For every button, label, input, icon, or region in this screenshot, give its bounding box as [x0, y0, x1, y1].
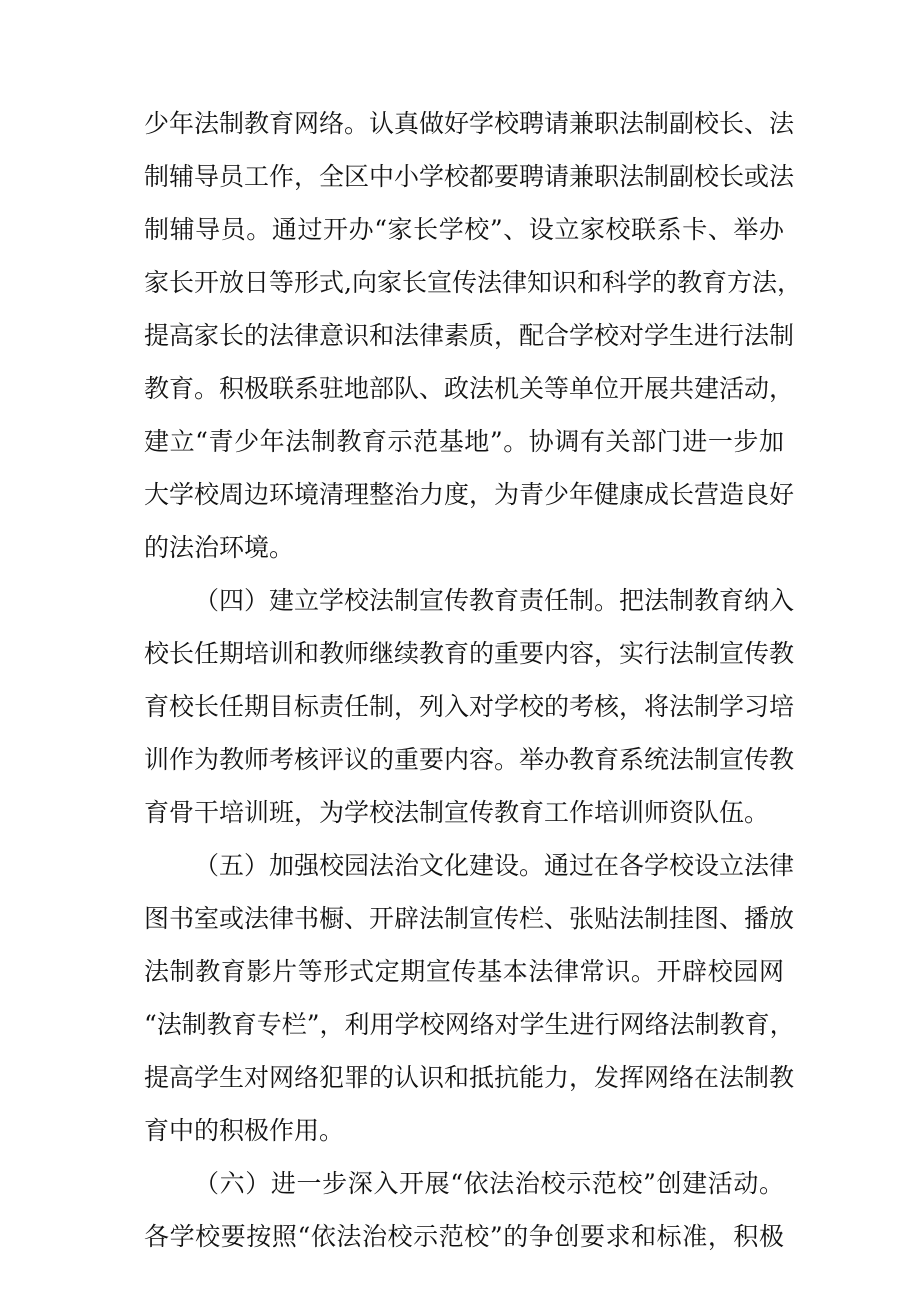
text-line: 育中的积极作用。 — [144, 1116, 345, 1145]
text-line: 校长任期培训和教师继续教育的重要内容，实行法制宣传教 — [144, 639, 795, 668]
text-line: 提高学生对网络犯罪的认识和抵抗能力，发挥网络在法制教 — [144, 1063, 795, 1092]
section-heading-line: （四）建立学校法制宣传教育责任制。把法制教育纳入 — [194, 586, 795, 615]
text-line: 训作为教师考核评议的重要内容。举办教育系统法制宣传教 — [144, 745, 795, 774]
text-line: “法制教育专栏”，利用学校网络对学生进行网络法制教育， — [144, 1010, 795, 1039]
text-line: 教育。积极联系驻地部队、政法机关等单位开展共建活动， — [144, 374, 795, 403]
section-heading-line: （六）进一步深入开展“依法治校示范校”创建活动。 — [194, 1169, 784, 1198]
text-line: 少年法制教育网络。认真做好学校聘请兼职法制副校长、法 — [144, 109, 795, 138]
text-line: 育校长任期目标责任制，列入对学校的考核，将法制学习培 — [144, 692, 795, 721]
text-line: 提高家长的法律意识和法律素质，配合学校对学生进行法制 — [144, 321, 795, 350]
text-line: 图书室或法律书橱、开辟法制宣传栏、张贴法制挂图、播放 — [144, 904, 795, 933]
text-line: 法制教育影片等形式定期宣传基本法律常识。开辟校园网 — [144, 957, 784, 986]
text-line: 育骨干培训班，为学校法制宣传教育工作培训师资队伍。 — [144, 798, 770, 827]
text-line: 各学校要按照“依法治校示范校”的争创要求和标准，积极 — [144, 1222, 784, 1251]
text-line: 家长开放日等形式,向家长宣传法律知识和科学的教育方法， — [144, 268, 802, 297]
text-line: 建立“青少年法制教育示范基地”。协调有关部门进一步加 — [144, 427, 784, 456]
text-line: 制辅导员工作，全区中小学校都要聘请兼职法制副校长或法 — [144, 162, 795, 191]
text-line: 制辅导员。通过开办“家长学校”、设立家校联系卡、举办 — [144, 215, 784, 244]
text-line: 大学校周边环境清理整治力度，为青少年健康成长营造良好 — [144, 480, 795, 509]
section-heading-line: （五）加强校园法治文化建设。通过在各学校设立法律 — [194, 851, 795, 880]
text-line: 的法治环境。 — [144, 533, 295, 562]
